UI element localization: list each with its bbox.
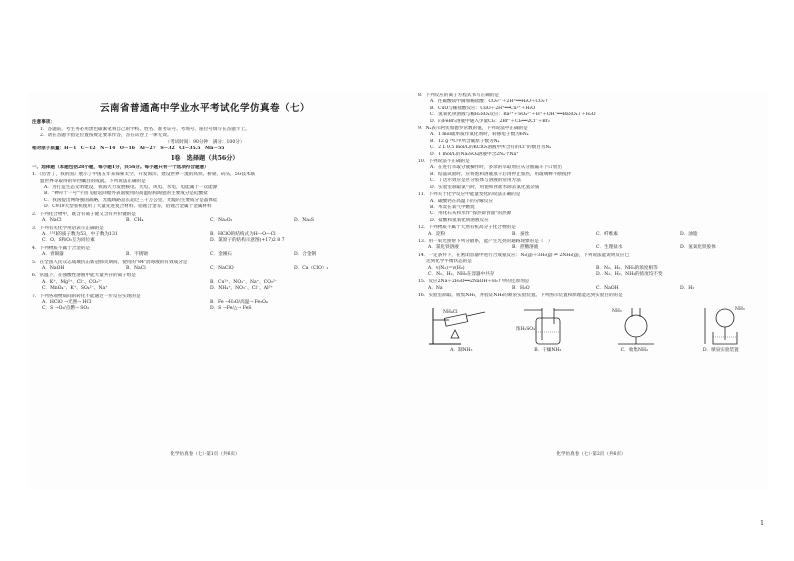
section-title: Ⅰ卷 选择题（共56分）: [171, 155, 239, 163]
question-13: [418, 239, 764, 252]
q4-option-a: A．青铜器: [42, 252, 64, 258]
question-10: [418, 159, 764, 191]
apparatus-b-drawing: [512, 304, 584, 348]
q8-option-a: A．往碳酸镁中滴加稀盐酸：CO₃²⁻＋2H⁺══H₂O＋CO₂↑: [430, 99, 549, 105]
q11-stem: 11．下列关于化学反应中能量变化的说法正确的是: [418, 192, 521, 198]
page-number: 1: [760, 520, 764, 527]
q3-option-c: C．O、S和O₃互为同位素: [42, 238, 95, 244]
note-2: 2．请在答题卡指定位置按规定要求作答，答在试卷上一律无效。: [40, 133, 172, 139]
q15-option-b: B．H₂O: [512, 285, 530, 291]
q6-option-d: D．NH₄⁺、NO₃⁻、Cl⁻、Al³⁺: [210, 286, 273, 292]
apparatus-b-caption: B．干燥NH₃: [534, 347, 562, 353]
question-3: [32, 226, 378, 245]
q14-option-a: A．v(N₂)＝v(H₂): [428, 265, 465, 271]
q8-option-c: C．氢氧化钡溶液与稀H₂SO₄反应：Ba²⁺＋SO₄²⁻＋H⁺＋OH⁻══BaSO₄↓＋H₂O: [430, 112, 596, 118]
q9-option-c: C．2 L 0.5 mol/L的KClO₃溶液中所含有的Cl⁻的数目为Nₐ: [430, 145, 552, 151]
question-1: [32, 172, 378, 210]
q2-option-c: C．Na₂O₂: [210, 218, 233, 224]
q10-option-d: D．实验室制取氯气时，用饱和食盐水除去氯化氢杂质: [430, 184, 540, 190]
q13-option-d: D．氢氧化铁胶体: [680, 245, 716, 251]
question-8: [418, 93, 764, 125]
question-9: [418, 126, 764, 158]
q11-option-b: B．木炭在氧气中燃烧: [430, 204, 475, 210]
q12-stem: 12．下列物质不属于天然有机高分子化合物的是: [418, 225, 516, 231]
q1-option-c: C．我国提出网络强国战略，光缆线路总长超过三千万公里，光缆的主要成分是晶体硅: [44, 197, 218, 203]
apparatus-b: [512, 304, 584, 356]
apparatus-c-drawing: [598, 304, 670, 348]
question-6: [32, 273, 378, 292]
right-footer: 化学仿真卷（七）·第2页（共6页）: [556, 452, 626, 457]
q13-stem: 13．用一束光照射下列分散系，能产生光亮的通路现象的是（ ）: [418, 238, 553, 244]
q16-stem: 16．实验室制取、收集NH₃，并验证NH₃的喷泉实验装置。下列图示装置和原理能达到实验目的的是: [418, 293, 623, 299]
apparatus-figures: [418, 304, 764, 356]
apparatus-a: [425, 304, 497, 356]
q7-option-d: D．S →Fe/△→ FeS: [210, 306, 252, 312]
q14-option-b: B．N₂、H₂、NH₃的浓度相等: [596, 265, 658, 271]
q8-stem: 8．下列反应的离子方程式书写正确的是: [418, 93, 500, 98]
q12-option-b: B．蚕丝: [512, 231, 530, 237]
q5-option-c: C．NaClO: [210, 265, 234, 271]
q15-stem: 15．反应2Na＋2H₂O══2NaOH＋H₂↑中的还原剂是: [418, 279, 530, 285]
q1-option-b: B．"神舟十一号"宇宙飞船返回舱外表面使用的高温结构陶瓷的主要成分是硅酸盐: [44, 191, 208, 197]
q5-option-a: A．NaOH: [42, 265, 65, 271]
exam-paper: [28, 92, 768, 490]
q7-option-b: B．Fe →H₂O/高温→ Fe₃O₄: [210, 299, 268, 305]
q3-option-b: B．HClO的结构式为H—O—Cl: [210, 231, 276, 237]
q9-option-d: D．1 mol/L的Na₂SO₄溶液中含2Nₐ个Na⁺: [430, 151, 519, 157]
q10-option-a: A．在进行萃取分液操作时，多余的萃取剂应从分液漏斗下口放出: [430, 165, 562, 171]
right-column: [418, 92, 764, 457]
q2-option-a: A．NaCl: [42, 218, 62, 224]
apparatus-c-label: NH₃: [612, 308, 622, 314]
q2-stem: 2．下列化合物中，既含有离子键又含有共价键的是: [32, 211, 136, 217]
apparatus-a-drawing: [425, 304, 497, 348]
question-5: [32, 260, 378, 273]
q11-option-d: D．盐酸和氢氧化钠溶液反应: [430, 217, 489, 223]
apparatus-c: [598, 304, 670, 356]
apparatus-d-caption: D．喷泉实验装置: [702, 347, 739, 353]
q5-option-d: D．Ca（ClO）₂: [294, 265, 329, 271]
q4-option-d: D．合金钢: [294, 252, 317, 258]
q10-option-b: B．结晶试验时，应将饱和溶液蒸干后再停止加热，用玻璃棒不断搅拌: [430, 171, 572, 177]
apparatus-d-label: NH₃: [734, 306, 745, 312]
apparatus-d: [685, 304, 757, 356]
exam-title: 云南省普通高中学业水平考试化学仿真卷（七）: [99, 103, 310, 114]
q3-option-a: A．¹³¹I的质子数为53，中子数为131: [42, 231, 118, 237]
q5-stem: 5．在全国人民众志成城抗击新冠肺炎期间，使用的"84"消毒液的有效成分是: [32, 259, 188, 265]
q9-option-b: B．12 g ¹⁴C中所含碳原子数为Nₐ: [430, 138, 500, 144]
q13-option-b: B．蔗糖溶液: [512, 245, 539, 251]
question-14: [418, 253, 764, 279]
q4-option-c: C．金刚石: [210, 252, 232, 258]
q14-line-1: 14．一定条件下，在密闭容器中进行合成氨反应：N₂(g)＋3H₂(g) ⇌ 2NH₃(g)，下列说法能说明反应已: [418, 252, 630, 258]
q2-option-b: B．CH₄: [126, 218, 144, 224]
q10-option-c: C．丁达尔效应是区分胶体与溶液的常用方法: [430, 178, 521, 184]
q11-option-a: A．碳酸钙在高温下的分解反应: [430, 198, 494, 204]
q13-option-c: C．生理盐水: [596, 245, 623, 251]
left-footer: 化学仿真卷（七）·第1页（共6页）: [170, 452, 240, 457]
q1-option-d: D．C919大型客机使用了大量先进复合材料、铝锂合金等，铝锂合金属于金属材料: [44, 204, 212, 210]
q4-option-b: B．不锈钢: [126, 252, 148, 258]
left-column: [32, 92, 378, 457]
q14-option-c: C．N₂、H₂、NH₃在容器中共存: [428, 271, 495, 277]
q7-option-c: C．S →O₂/点燃→ SO₃: [42, 306, 89, 312]
q5-option-b: B．NaCl: [126, 265, 146, 271]
q15-option-d: D．H₂: [680, 285, 695, 291]
q2-option-d: D．Na₂S: [294, 218, 315, 224]
q7-option-a: A．HClO →光照→ HCl: [42, 299, 92, 305]
q12-option-a: A．淀粉: [428, 231, 446, 237]
apparatus-d-drawing: [685, 304, 757, 348]
q3-option-d: D．氯原子的结构示意图(+17)2 8 7: [210, 238, 285, 244]
question-11: [418, 192, 764, 224]
q8-option-d: D．向FeBr₂溶液中通入少量Cl₂：2Br⁻＋Cl₂══2Cl⁻＋Br₂: [430, 118, 550, 124]
q6-option-b: B．Cu²⁺、NO₃⁻、Na⁺、CO₃²⁻: [210, 279, 278, 285]
atomic-masses: 相对原子质量：H－1 C－12 N－14 O－16 Al－27 S－32 Cl－35.5 Mn－55: [32, 146, 225, 152]
question-2: [32, 212, 378, 225]
question-7: [32, 294, 378, 313]
q14-option-d: D．N₂、H₂、NH₃的浓度均不变: [596, 271, 663, 277]
q14-line-2: 达到化学平衡状态的是: [426, 259, 472, 265]
question-15: [418, 279, 764, 292]
note-1: 1．答题前，考生务必用黑色碳素笔将自己的学校、姓名、准考证号、考场号、座位号填写在答题卡上。: [40, 126, 250, 132]
apparatus-a-caption: A．制NH₃: [450, 347, 473, 353]
q13-option-a: A．氯化铁溶液: [428, 245, 459, 251]
part1-intro: 一、选择题（本题包括28小题，每小题1分，共56分。每小题只有一个选项符合题意）: [32, 164, 209, 170]
q7-stem: 7．下列各项物质间的转化不能通过一步反应实现的是: [32, 293, 141, 299]
q1-option-a: A．为打造生态文明建设，我国大力发展核电、光电、风电、水电，电能属于一次能源: [44, 185, 218, 191]
apparatus-b-label: 浓H₂SO₄: [515, 326, 535, 332]
apparatus-a-label: NH₄Cl: [443, 309, 458, 315]
q12-option-c: C．纤维素: [596, 231, 618, 237]
q9-stem: 9．Nₐ表示阿伏加德罗常数的值，下列说法中正确的是: [418, 126, 528, 132]
question-12: [418, 225, 764, 238]
q6-stem: 6．常温下，在强酸性溶液中能大量共存的离子组是: [32, 273, 136, 279]
q8-option-b: B．CuO与稀盐酸反应：CuO＋2H⁺══Cu²⁺＋H₂O: [430, 105, 536, 111]
question-4: [32, 246, 378, 259]
question-16: [418, 293, 764, 355]
q9-option-a: A．1 mol硫单质作氧化剂时，转移电子数为6Nₐ: [430, 132, 529, 138]
q1-line-2: 盟世界等取得的举世瞩目的成就。下列说法正确的是: [40, 178, 146, 184]
notes-heading: 注意事项：: [32, 120, 55, 126]
apparatus-c-caption: C．收集NH₃: [620, 347, 648, 353]
q6-option-c: C．MnO₄⁻、K⁺、SO₄²⁻、Na⁺: [42, 286, 108, 292]
exam-info: （考试时间：90分钟 满分：100分）: [165, 139, 245, 145]
q10-stem: 10．下列说法不正确的是: [418, 159, 470, 165]
q11-option-c: C．用化石灰和水作"撑热即食面"的热源: [430, 211, 512, 217]
q12-option-d: D．油脂: [680, 231, 698, 237]
q15-option-c: C．NaOH: [596, 285, 619, 291]
q1-line-1: 1．《厉害了，我的国》展示了中国五年来探索太空、开发海洋、建设世界一流的高铁、桥梁、码头，5G技术联: [32, 172, 256, 178]
q4-stem: 4．下列物质不属于合金的是: [32, 245, 91, 251]
q6-option-a: A．K⁺、Mg²⁺、Cl⁻、CO₃²⁻: [42, 279, 103, 285]
q3-stem: 3．下列有关化学用语表示正确的是: [32, 225, 104, 231]
q15-option-a: A．Na: [428, 285, 443, 291]
